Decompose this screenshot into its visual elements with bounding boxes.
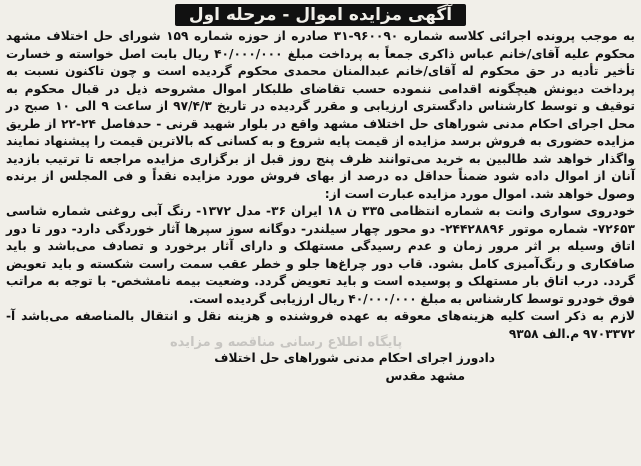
paragraph-costs: لازم به ذکر است کلیه هزینه‌های معوقه به عهده فروشنده و هزینه نقل و انتقال بالمناصفه می‌باشد آ- ۹۷۰۳۳۷۲ م.الف ۹۳۵۸ [6, 309, 635, 341]
paragraph-intro: به موجب پرونده اجرائی کلاسه شماره ۹۶۰۰۹۰-۳۱ صادره از حوزه شماره ۱۵۹ شورای حل اختلاف مشهد محکوم علیه آقای/خانم عباس ذاکری جمعاً به پرداخت مبلغ ۴۰/۰۰۰/۰۰۰ ریال بابت اصل خواسته و خسارت تأخیر تأدیه در حق محکوم له آقای/خانم عبدالمنان محمدی محکوم گردیده است و چون تاکنون نسبت به پرداخت دیونش هیچگونه اقدامی ننموده حسب تقاضای طلبکار اموال مشروحه ذیل در قبال محکوم به توقیف و توسط کارشناس دادگستری ارزیابی و مقرر گردیده در تاریخ ۹۷/۴/۳ از ساعت ۹ الی ۱۰ صبح در محل اجرای احکام مدنی شوراهای حل اختلاف مشهد واقع در بلوار شهید قرنی - حدفاصل ۲۴-۲۲ از طریق مزایده حضوری به فروش برسد مزایده از قیمت پایه شروع و به کسانی که بالاترین قیمت را پیشنهاد نمایند واگذار خواهد شد طالبین به خرید می‌توانند ظرف پنج روز قبل از برگزاری مزایده مراجعه تا ترتیب بازدید آنان از اموال داده شود ضمناً حداقل ده درصد از بهای فروش مورد مزایده نقداً و فی المجلس از برنده وصول خواهد شد. اموال مورد مزایده عبارت است از: [6, 29, 636, 201]
signature-line-2: مشهد مقدس [385, 369, 465, 383]
watermark-text: پایگاه اطلاع رسانی مناقصه و مزایده [170, 335, 403, 350]
signature-line-1: دادورز اجرای احکام مدنی شوراهای حل اختلاف [214, 351, 495, 365]
notice-title: آگهی مزایده اموال - مرحله اول [175, 4, 466, 26]
signature-block [6, 349, 635, 385]
paragraph-vehicle: خودروی سواری وانت به شماره انتظامی ۳۳۵ ن ۱۸ ایران ۳۶- مدل ۱۳۷۲- رنگ آبی روغنی شماره شاسی ۷۲۶۵۳- شماره موتور ۲۴۴۲۸۸۹۶- دو محور چهار سیلندر- دوگانه سوز سپرها آثار خوردگی دارد- دور تا دور اتاق وسیله بر اثر مرور زمان و عدم رسیدگی مستهلک و دارای آثار برخورد و تصادف می‌باشد و باید صافکاری و رنگ‌آمیزی کامل بشود. قاب دور چراغ‌ها جلو و خطر عقب سمت راست شکسته و باید تعویض گردد. درب اتاق بار مستهلک و پوسیده است و باید تعویض گردد. وضعیت بیمه نامشخص- با توجه به مراتب فوق خودرو توسط کارشناس به مبلغ ۴۰/۰۰۰/۰۰۰ ریال ارزیابی گردیده است. [6, 204, 636, 306]
title-bar [6, 4, 635, 26]
notice-body [6, 28, 635, 343]
